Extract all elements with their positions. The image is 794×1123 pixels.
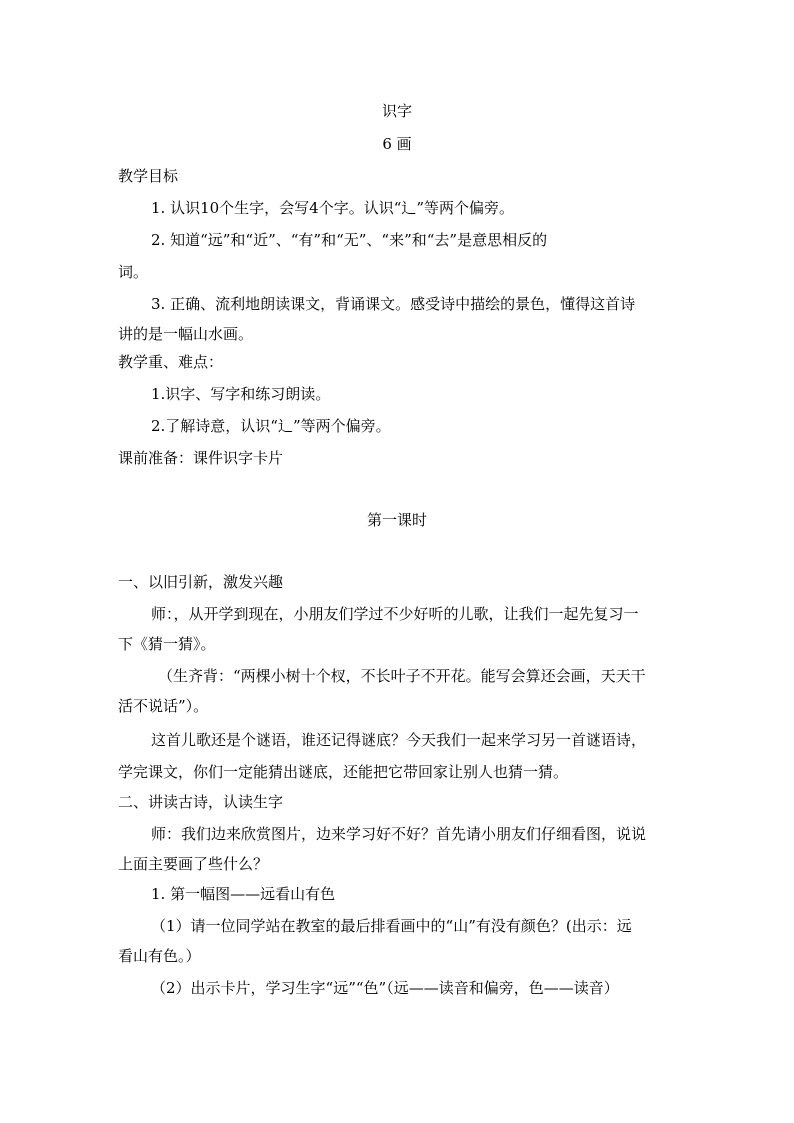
key-point-1: 1.识字、写字和练习朗读。 (151, 385, 331, 403)
goal-item-2-line-1: 2. 知道“远”和“近”、“有”和“无”、“来”和“去”是意思相反的 (151, 231, 548, 249)
section-2-p1-line-1: 师：我们边来欣赏图片，边来学习好不好？首先请小朋友们仔细看图，说说 (151, 825, 647, 843)
goal-item-2-line-2: 词。 (118, 263, 149, 281)
section-1-p2-line-1: （生齐背：“两棵小树十个杈，不长叶子不开花。能写会算还会画，天天干 (158, 667, 646, 685)
preparation: 课前准备：课件识字卡片 (118, 449, 284, 467)
key-point-2: 2.了解诗意，认识“辶”等两个偏旁。 (151, 417, 391, 435)
section-2-subheading-1: 1. 第一幅图——远看山有色 (151, 885, 336, 903)
section-1-heading: 一、以旧引新，激发兴趣 (118, 573, 284, 591)
section-1-p3-line-2: 学完课文，你们一定能猜出谜底，还能把它带回家让别人也猜一猜。 (118, 763, 569, 781)
goal-item-1: 1. 认识10个生字，会写4个字。认识“辶”等两个偏旁。 (151, 199, 515, 217)
goal-item-3-line-1: 3. 正确、流利地朗读课文，背诵课文。感受诗中描绘的景色，懂得这首诗 (151, 295, 636, 313)
section-1-p3-line-1: 这首儿歌还是个谜语，谁还记得谜底？今天我们一起来学习另一首谜语诗， (151, 731, 647, 749)
lesson-title: 第一课时 (366, 511, 427, 529)
section-2-q1-line-2: 看山有色。） (118, 947, 201, 965)
section-2-q2: （2）出示卡片，学习生字“远”“色”（远——读音和偏旁，色——读音） (151, 979, 619, 997)
section-1-p1-line-2: 下《猜一猜》。 (118, 635, 216, 653)
goal-item-3-line-2: 讲的是一幅山水画。 (118, 325, 254, 343)
section-2-p1-line-2: 上面主要画了些什么？ (118, 855, 269, 873)
doc-subtitle: 6 画 (382, 135, 412, 153)
section-2-q1-line-1: （1）请一位同学站在教室的最后排看画中的“山”有没有颜色？(出示：远 (151, 917, 632, 935)
section-1-p1-line-1: 师：，从开学到现在，小朋友们学过不少好听的儿歌，让我们一起先复习一 (151, 605, 639, 623)
section-1-p2-line-2: 活不说话”）。 (118, 697, 209, 715)
section-2-heading: 二、讲读古诗，认读生字 (118, 793, 284, 811)
goals-heading: 教学目标 (118, 167, 179, 185)
key-points-heading: 教学重、难点： (118, 353, 224, 371)
doc-title: 识字 (381, 102, 412, 120)
